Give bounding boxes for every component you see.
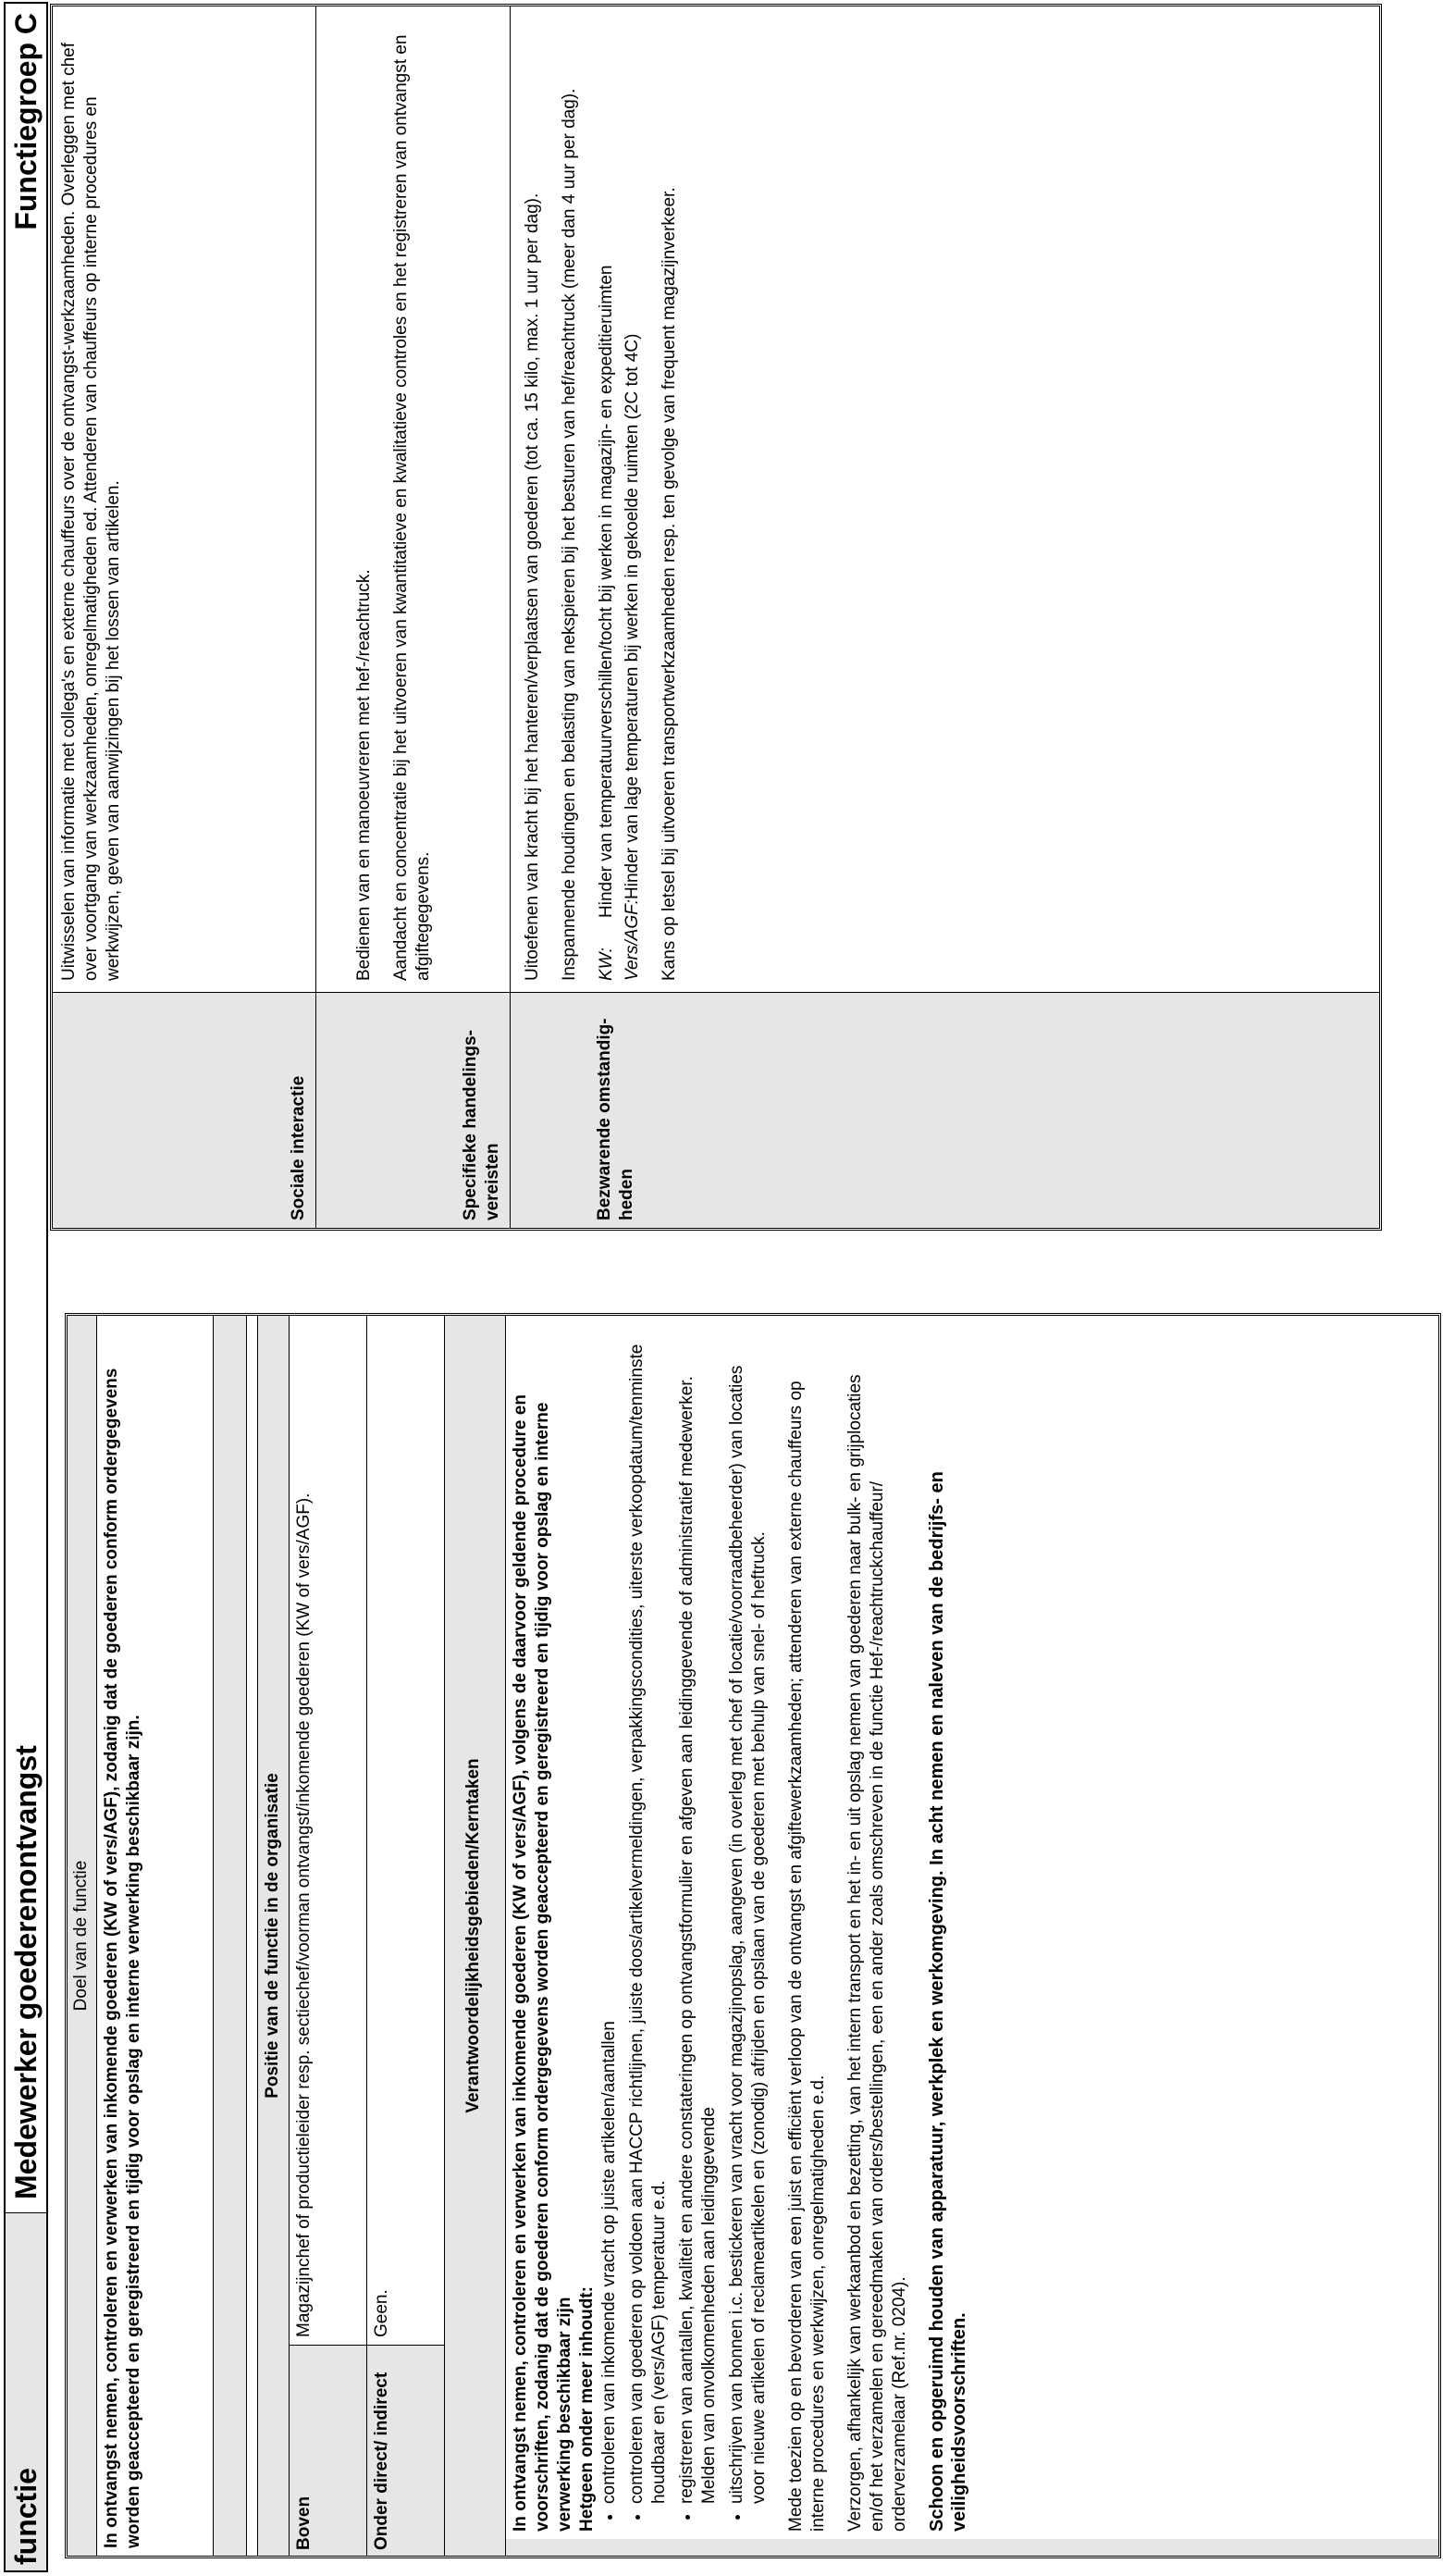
- handeling-row: [316, 6, 511, 1228]
- verantwoordelijkheden-body: [506, 1316, 1438, 2556]
- header-row: [4, 2, 48, 2572]
- handeling-text: Bedienen van en manoeuvreren met hef-/reachtruck.: [354, 569, 374, 981]
- vers-key: Vers/AGF:: [623, 899, 642, 981]
- verantwoordelijkheden-intro: In ontvangst nemen, controleren en verwerken van inkomende goederen (KW of vers/AGF), volgens de daarvoor geldende procedure en voorschriften, zodanig dat de goederen conform ordergegevens worden geaccepteerd en geregistreerd en tijdig voor opslag en interne verwerking beschikbaar zijn: [511, 1394, 574, 2532]
- positie-heading: Positie van de functie in de organisatie: [258, 1316, 290, 2556]
- positie-label: Onder direct/ indirect: [367, 2345, 444, 2556]
- verantwoordelijkheden-heading: Verantwoordelijkheidsgebieden/Kerntaken: [445, 1316, 506, 2556]
- function-group: Functiegroep C: [9, 13, 43, 230]
- bezwarend-text: Kans op letsel bij uitvoeren transportwerkzaamheden resp. ten gevolge van frequent magazijnverkeer.: [660, 187, 679, 981]
- verantwoordelijkheden-subheading: Hetgeen onder meer inhoudt:: [577, 2286, 597, 2532]
- bezwarend-label: Bezwarende omstandig-heden: [511, 992, 1379, 1228]
- spacer: [214, 1316, 247, 2556]
- task-item: • uitschrijven van bonnen i.c. bestickeren van vracht voor magazijnopslag, aangeven (in overleg met chef of locatie/voorraadbeheerder) van locaties voor nieuwe artikelen of reclameartikelen en (zonodig) afrijden en opslaan van de goederen met behulp van snel- of heftruck.: [726, 1344, 771, 2504]
- handeling-text: Aandacht en concentratie bij het uitvoeren van kwantitatieve en kwalitatieve controles en het registreren van ontvangst en afgiftegegevens.: [391, 34, 433, 981]
- bezwarend-text: Uitoefenen van kracht bij het hanteren/verplaatsen van goederen (tot ca. 15 kilo, max. 1 uur per dag).: [523, 192, 542, 981]
- right-table: [50, 4, 1382, 1231]
- spacer: [247, 1316, 258, 2556]
- closing-statement: Schoon en opgeruimd houden van apparatuur, werkplek en werkomgeving. In acht nemen en naleven van de bedrijfs- en veiligheidsvoorschriften.: [927, 1471, 969, 2532]
- header-label: functie: [6, 2212, 46, 2570]
- doel-text: In ontvangst nemen, controleren en verwerken van inkomende goederen (KW of vers/AGF), zodanig dat de goederen conform ordergegevens worden geaccepteerd en geregistreerd en tijdig voor opslag en interne verwerking beschikbaar zijn.: [97, 1316, 214, 2556]
- positie-row-onder: [367, 1316, 445, 2556]
- task-paragraph: Verzorgen, afhankelijk van werkaanbod en bezetting, van het intern transport en het in- en uit opslag nemen van goederen naar bulk- en grijplocaties en/of het verzamelen en gereedmaken van orders/bestellingen, een en ander zoals omschreven in de functie Hef-/reachtruckchauffeur/ orderverzamelaar (Ref.nr. 0204).: [845, 1374, 909, 2532]
- positie-label: Boven: [290, 2345, 366, 2556]
- positie-row-boven: [290, 1316, 367, 2556]
- doel-heading: Doel van de functie: [68, 1316, 97, 2556]
- page-title: Medewerker goederenontvangst: [6, 230, 46, 2212]
- sociale-row: [53, 6, 316, 1228]
- kw-key: KW:: [597, 947, 616, 981]
- task-item: • controleren van inkomende vracht op juiste artikelen/aantallen: [598, 1344, 621, 2504]
- task-paragraph: Mede toezien op en bevorderen van een juist en efficiënt verloop van de ontvangst en afgiftewerkzaamheden; attenderen van externe chauffeurs op interne procedures en werkwijzen, onregelmatigheden e.d.: [786, 1381, 828, 2532]
- bezwarend-text: Inspannende houdingen en belasting van nekspieren bij het besturen van hef/reachtruck (meer dan 4 uur per dag).: [560, 88, 579, 981]
- handeling-label: Specifieke handelings-vereisten: [316, 992, 510, 1228]
- sociale-text: Uitwisselen van informatie met collega's en externe chauffeurs over de ontvangst-werkzaamheden. Overleggen met chef over voortgang van werkzaamheden, onregelmatigheden ed. Attenderen van chauffeurs op interne procedures en werkwijzen, geven van aanwijzingen bij het lossen van artikelen.: [59, 43, 123, 981]
- positie-value: Magazijnchef of productieleider resp. sectiechef/voorman ontvangst/inkomende goederen (KW of vers/AGF).: [294, 1492, 314, 2337]
- task-item: • registreren van aantallen, kwaliteit en andere constateringen op ontvangstformulier en afgeven aan leidinggevende of administratief medewerker. Melden van onvolkomenheden aan leidinggevende: [676, 1344, 721, 2504]
- bezwarend-row: [511, 6, 1379, 1228]
- task-list: [598, 1344, 771, 2532]
- vers-value: Hinder van lage temperaturen bij werken in gekoelde ruimten (2C tot 4C): [623, 333, 642, 899]
- left-table: [65, 1313, 1441, 2558]
- sociale-label: Sociale interactie: [53, 992, 315, 1228]
- task-item: • controleren van goederen op voldoen aan HACCP richtlijnen, juiste doos/artikelvermeldingen, verpakkingscondities, uiterste verkoopdatum/tenminste houdbaar en (vers/AGF) temperatuur e.d.: [626, 1344, 671, 2504]
- kw-value: Hinder van temperatuurverschillen/tocht bij werken in magazijn- en expeditieruimten: [597, 265, 616, 918]
- positie-value: Geen.: [372, 2289, 391, 2337]
